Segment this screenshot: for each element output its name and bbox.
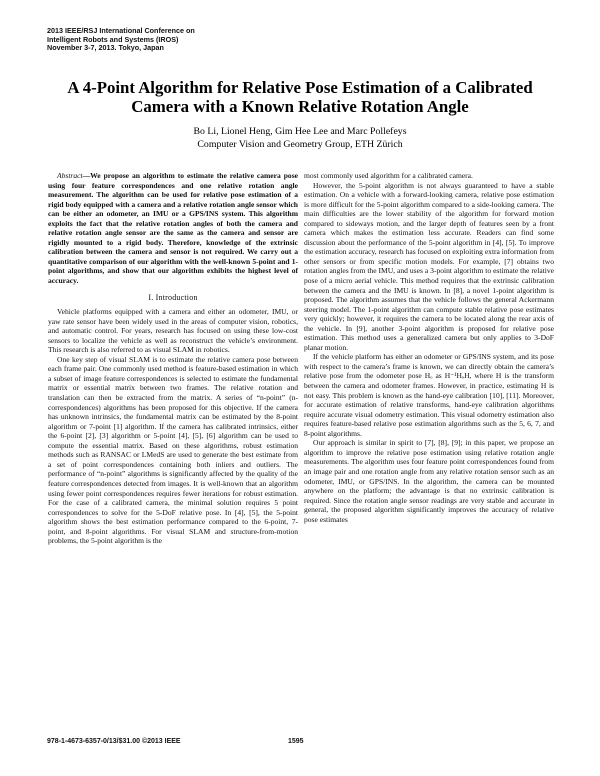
author-names: Bo Li, Lionel Heng, Gim Hee Lee and Marc Pollefeys bbox=[193, 126, 407, 137]
intro-paragraph-2-continued: most commonly used algorithm for a calibrated camera. bbox=[304, 171, 473, 180]
conference-line-3: November 3-7, 2013. Tokyo, Japan bbox=[47, 43, 164, 53]
left-column bbox=[48, 171, 298, 546]
right-column bbox=[304, 171, 554, 524]
conference-line-1: 2013 IEEE/RSJ International Conference on bbox=[47, 26, 195, 35]
paper-title: A 4-Point Algorithm for Relative Pose Estimation of a Calibrated Camera with a Known Relative Rotation Angle bbox=[67, 78, 533, 116]
intro-paragraph-3: However, the 5-point algorithm is not always guaranteed to have a stable estimation. On a vehicle with a forward-looking camera, relative pose estimation is more difficult for the 5-point algorithm compared to a side-looking camera. The main difficulties are the lower stability of the algorithm for forward motion compared to sideways motion, and the larger depth of features seen by a front camera which makes the estimation less accurate. Readers can find some discussion about the performance of the 5-point algorithm in [4], [5]. To improve the estimation accuracy, research has focused on exploiting extra information from other sensors or from specific motion models. For example, [7] obtains two rotation angles from the IMU, and uses a 3-point algorithm to estimate the relative pose of a micro aerial vehicle. This method requires that the extrinsic calibration between the camera and the IMU is known. In [8], a novel 1-point algorithm is proposed. The algorithm assumes that the vehicle follows the general Ackermann steering model. The 1-point algorithm can compute stable relative pose estimates very quickly; however, it requires the camera to be located along the rear axis of the vehicle. In [9], another 3-point algorithm is proposed for relative pose estimation. This method uses a generalized camera but only applies to 3-DoF planar motion. bbox=[304, 180, 554, 352]
conference-line-2: Intelligent Robots and Systems (IROS) bbox=[47, 34, 179, 44]
intro-paragraph-2: One key step of visual SLAM is to estimate the relative camera pose between each frame pair. One commonly used method is feature-based estimation in which a subset of image feature correspondences is selected to estimate the fundamental matrix or essential matrix between two frames. The relative rotation and translation can then be extracted from the matrix. A series of “n-point” (n-correspondences) algorithms has been proposed for this objective. If the camera has unknown intrinsics, the fundamental matrix can be estimated by the 8-point algorithm or 7-point [1] algorithm. If the camera has calibrated intrinsics, either the 6-point [2], [3] algorithm or 5-point [4], [5], [6] algorithm can be used to compute the essential matrix. Based on these algorithms, robust estimation methods such as RANSAC or LMedS are used to generate the best estimate from a set of point correspondences containing both inliers and outliers. The performance of “n-point” algorithms is significantly affected by the quality of the feature correspondences detected from images. It is well-known that an algorithm using fewer point correspondences requires fewer iterations for robust estimation. For the case of a calibrated camera, the minimal solution requires 5 point correspondences to solve for the 5-DoF relative pose. In [4], [5], the 5-point algorithm shows the best estimation performance compared to the 6-point, 7-point, and 8-point algorithms. For visual SLAM and structure-from-motion problems, the 5-point algorithm is the bbox=[48, 354, 298, 546]
author-block bbox=[40, 126, 560, 151]
intro-paragraph-4: If the vehicle platform has either an odometer or GPS/INS system, and its pose with respect to the camera’s frame is known, we can directly obtain the camera’s relative pose from the odometer pose Hₒ as H⁻¹HₒH, where H is the transform between the camera and odometer frames. However, in practice, estimating H is not easy. This problem is known as the hand-eye calibration [10], [11]. Moreover, for accurate estimation of relative transforms, hand-eye calibration algorithms require accurate visual odometry estimation. This visual odometry estimation also requires feature-based relative pose estimation algorithms such as the 5, 6, 7, and 8-point algorithms. bbox=[304, 352, 554, 438]
abstract-text: —We propose an algorithm to estimate the relative camera pose using four feature correspondences and one relative rotation angle measurement. The algorithm can be used for relative pose estimation of a rigid body equipped with a camera and a relative rotation angle sensor which can be either an odometer, an IMU or a GPS/INS system. This algorithm exploits the fact that the relative rotation angles of both the camera and relative rotation angle sensor are the same as the camera and sensor are rigidly mounted to a rigid body. Therefore, knowledge of the extrinsic calibration between the camera and sensor is not required. We carry out a quantitative comparison of our algorithm with the well-known 5-point and 1-point algorithms, and show that our algorithm exhibits the highest level of accuracy. bbox=[48, 171, 298, 286]
section-heading-introduction: I. Introduction bbox=[148, 292, 198, 302]
abstract-lead: Abstract bbox=[57, 171, 83, 180]
intro-paragraph-1: Vehicle platforms equipped with a camera and either an odometer, IMU, or yaw rate sensor have been widely used in the areas of computer vision, robotics, and automatic control. For years, research has focused on using these low-cost sensors to localize the vehicle as well as reconstruct the vehicle’s environment. This research is also referred to as visual SLAM in robotics. bbox=[48, 307, 298, 355]
conference-header bbox=[47, 27, 195, 53]
intro-paragraph-5: Our approach is similar in spirit to [7], [8], [9]; in this paper, we propose an algorithm to improve the relative pose estimation using relative rotation angle measurements. The algorithm uses four feature point correspondences found from an image pair and one rotation angle from any relative rotation sensor such as an odometer, IMU, or GPS/INS. In the algorithm, the camera can be mounted anywhere on the platform; the advantage is that no extrinsic calibration is required. Since the rotation angle sensor readings are very stable and accurate in general, the proposed algorithm significantly improves the accuracy of relative pose estimates bbox=[304, 438, 554, 524]
abstract bbox=[48, 171, 298, 286]
footer-isbn: 978-1-4673-6357-0/13/$31.00 ©2013 IEEE bbox=[47, 738, 181, 745]
author-affiliation: Computer Vision and Geometry Group, ETH Zürich bbox=[197, 138, 403, 150]
page-number: 1595 bbox=[288, 738, 304, 745]
